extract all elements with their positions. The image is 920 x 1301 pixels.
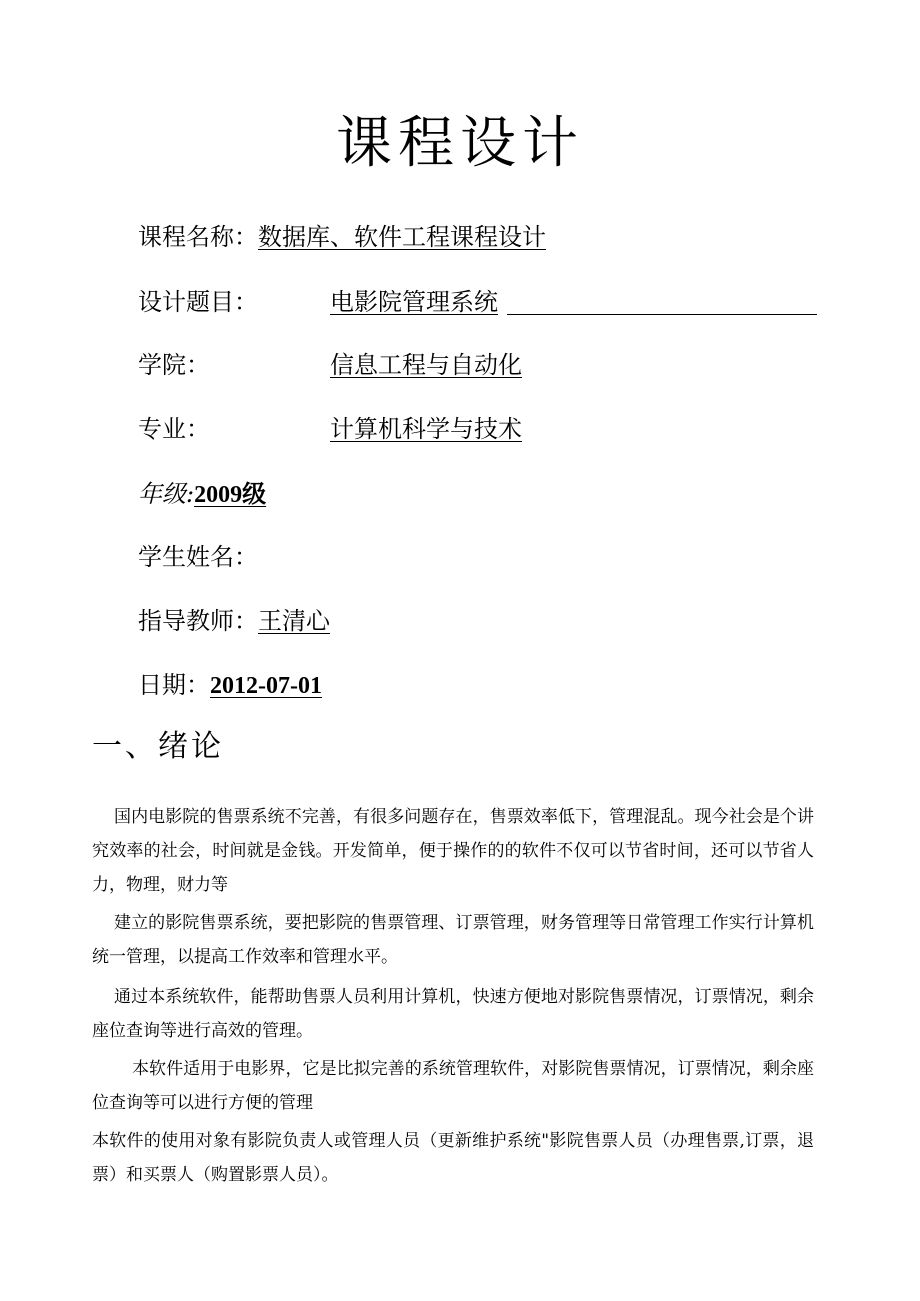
date-row bbox=[138, 668, 322, 702]
course-name-value: 数据库、软件工程课程设计 bbox=[258, 223, 546, 251]
instructor-row bbox=[138, 604, 330, 638]
instructor-label: 指导教师： bbox=[138, 607, 258, 635]
student-name-row bbox=[138, 540, 258, 574]
major-row bbox=[138, 412, 210, 446]
college-row bbox=[138, 348, 210, 382]
paragraph-5: 本软件的使用对象有影院负责人或管理人员（更新维护系统"影院售票人员（办理售票,订票，退票）和买票人（购置影票人员）。 bbox=[92, 1131, 814, 1185]
grade-label: 年级: bbox=[138, 480, 195, 508]
grade-row bbox=[138, 477, 266, 511]
topic-value: 电影院管理系统 bbox=[330, 288, 498, 316]
student-name-label: 学生姓名： bbox=[138, 543, 258, 571]
section-heading: 一、绪论 bbox=[92, 729, 224, 764]
major-label: 专业： bbox=[138, 415, 210, 443]
paragraph-4: 本软件适用于电影界，它是比拟完善的系统管理软件，对影院售票情况，订票情况，剩余座位查询等可以进行方便的管理 bbox=[92, 1059, 814, 1113]
topic-underline-blank bbox=[507, 313, 817, 315]
course-name-label: 课程名称： bbox=[138, 223, 258, 251]
major-value: 计算机科学与技术 bbox=[330, 415, 522, 443]
paragraph-3: 通过本系统软件，能帮助售票人员利用计算机，快速方便地对影院售票情况，订票情况，剩余座位查询等进行高效的管理。 bbox=[92, 987, 814, 1041]
topic-label: 设计题目： bbox=[138, 288, 258, 316]
grade-value: 2009级 bbox=[194, 482, 267, 508]
course-name-row bbox=[138, 220, 546, 254]
college-value: 信息工程与自动化 bbox=[330, 351, 522, 379]
date-value: 2012-07-01 bbox=[210, 673, 322, 699]
document-title: 课程设计 bbox=[336, 111, 584, 176]
paragraph-1: 国内电影院的售票系统不完善，有很多问题存在，售票效率低下，管理混乱。现今社会是个讲究效率的社会，时间就是金钱。开发简单，便于操作的的软件不仅可以节省时间，还可以节省人力，物理，财力等 bbox=[92, 807, 814, 895]
date-label: 日期： bbox=[138, 671, 210, 699]
paragraph-2: 建立的影院售票系统，要把影院的售票管理、订票管理，财务管理等日常管理工作实行计算机统一管理，以提高工作效率和管理水平。 bbox=[92, 913, 814, 967]
college-label: 学院： bbox=[138, 351, 210, 379]
instructor-value: 王清心 bbox=[258, 607, 330, 635]
